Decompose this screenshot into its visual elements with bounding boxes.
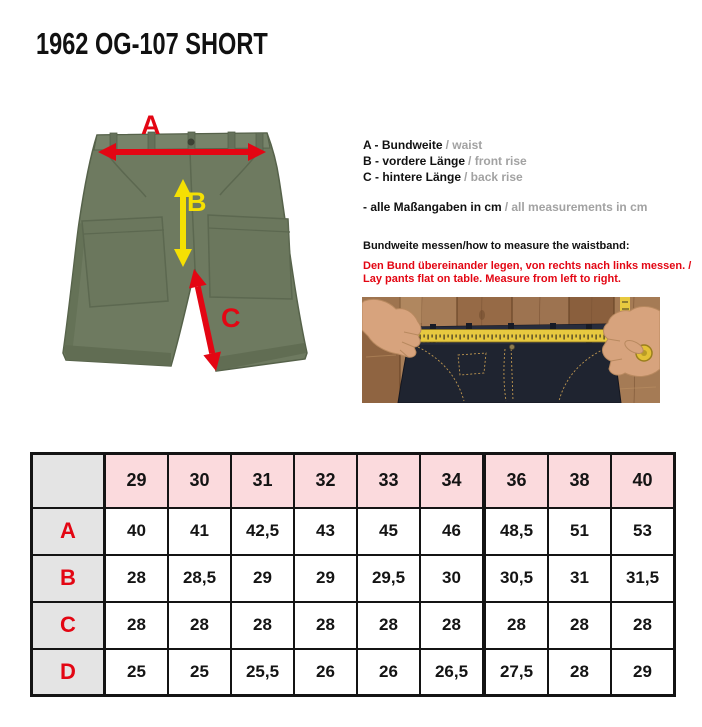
units-note-en: / all measurements in cm [504, 200, 648, 214]
legend-line-back-rise [363, 169, 527, 185]
shorts-measurement-diagram [40, 103, 340, 423]
size-cell: 29 [611, 649, 675, 696]
right-hand [602, 307, 660, 377]
size-cell: 53 [611, 508, 675, 555]
size-cell: 28 [357, 602, 420, 649]
size-cell: 28 [484, 602, 548, 649]
size-cell: 28 [168, 602, 231, 649]
legend-de: B - vordere Länge [363, 154, 466, 168]
size-col-header: 38 [548, 454, 611, 508]
size-col-header: 31 [231, 454, 294, 508]
row-label: C [32, 602, 105, 649]
size-cell: 40 [105, 508, 169, 555]
size-cell: 25 [168, 649, 231, 696]
size-cell: 26 [294, 649, 357, 696]
row-label: D [32, 649, 105, 696]
measurement-legend [363, 137, 527, 185]
size-col-header: 34 [420, 454, 484, 508]
legend-line-waist [363, 137, 527, 153]
size-cell: 28 [548, 649, 611, 696]
size-cell: 26 [357, 649, 420, 696]
legend-en: / front rise [468, 154, 527, 168]
measuring-photo [362, 297, 660, 403]
right-patch-pocket [208, 215, 292, 299]
label-b: B [187, 187, 207, 217]
size-cell: 46 [420, 508, 484, 555]
size-col-header: 32 [294, 454, 357, 508]
instructions-line-de: Den Bund übereinander legen, von rechts nach links messen. / [363, 260, 692, 272]
size-cell: 28,5 [168, 555, 231, 602]
size-cell: 42,5 [231, 508, 294, 555]
size-cell: 30 [420, 555, 484, 602]
size-cell: 48,5 [484, 508, 548, 555]
size-cell: 28 [294, 602, 357, 649]
size-cell: 28 [611, 602, 675, 649]
size-cell: 29 [231, 555, 294, 602]
measuring-instructions [363, 240, 691, 286]
size-cell: 29,5 [357, 555, 420, 602]
size-col-header: 36 [484, 454, 548, 508]
size-col-header: 30 [168, 454, 231, 508]
size-col-header: 33 [357, 454, 420, 508]
legend-en: / back rise [464, 170, 523, 184]
label-c: C [221, 303, 241, 333]
label-a: A [141, 110, 161, 140]
waistband [94, 133, 270, 150]
size-cell: 26,5 [420, 649, 484, 696]
size-cell: 51 [548, 508, 611, 555]
size-cell: 25 [105, 649, 169, 696]
table-header-row [32, 454, 675, 508]
size-cell: 28 [548, 602, 611, 649]
size-cell: 28 [231, 602, 294, 649]
size-cell: 43 [294, 508, 357, 555]
size-col-header: 29 [105, 454, 169, 508]
table-row-c [32, 602, 675, 649]
size-cell: 31,5 [611, 555, 675, 602]
legend-line-front-rise [363, 153, 527, 169]
size-cell: 28 [105, 602, 169, 649]
size-cell: 28 [105, 555, 169, 602]
size-cell: 30,5 [484, 555, 548, 602]
waist-button [188, 139, 195, 146]
size-table [30, 452, 676, 697]
size-cell: 27,5 [484, 649, 548, 696]
row-label: B [32, 555, 105, 602]
units-note [363, 200, 647, 214]
size-cell: 31 [548, 555, 611, 602]
jeans-button [510, 345, 515, 350]
page-title: 1962 OG-107 SHORT [36, 26, 268, 61]
legend-en: / waist [445, 138, 483, 152]
table-row-d [32, 649, 675, 696]
table-row-a [32, 508, 675, 555]
instructions-line-en: Lay pants flat on table. Measure from left to right. [363, 273, 621, 285]
legend-de: A - Bundweite [363, 138, 443, 152]
units-note-de: - alle Maßangaben in cm [363, 200, 502, 214]
size-cell: 29 [294, 555, 357, 602]
size-cell: 41 [168, 508, 231, 555]
size-cell: 45 [357, 508, 420, 555]
instructions-heading: Bundweite messen/how to measure the waistband: [363, 240, 630, 252]
row-label: A [32, 508, 105, 555]
table-row-b [32, 555, 675, 602]
legend-de: C - hintere Länge [363, 170, 462, 184]
size-cell: 28 [420, 602, 484, 649]
size-cell: 25,5 [231, 649, 294, 696]
size-col-header: 40 [611, 454, 675, 508]
corner-cell [32, 454, 105, 508]
